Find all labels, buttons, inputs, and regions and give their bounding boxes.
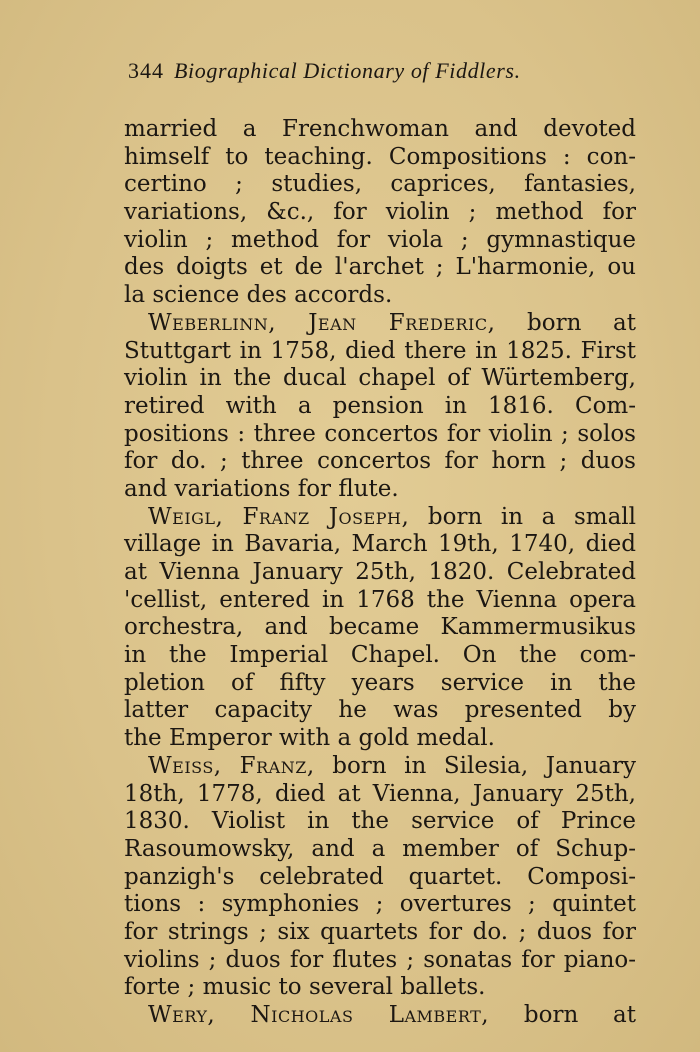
line-text: certino ; studies, caprices, fantasies, — [124, 171, 636, 198]
text-line — [124, 282, 636, 310]
text-line — [124, 227, 636, 255]
entry-headword: Weigl, Franz Joseph, — [148, 503, 410, 530]
line-text: 18th, 1778, died at Vienna, January 25th, — [124, 780, 636, 807]
text-line — [124, 310, 636, 338]
line-text: the Emperor with a gold medal. — [124, 725, 495, 752]
text-line — [124, 559, 636, 587]
line-text: at Vienna January 25th, 1820. Celebrated — [124, 559, 636, 585]
text-line — [124, 338, 636, 366]
line-text: violin ; method for viola ; gymnastique — [124, 226, 636, 253]
text-line — [124, 725, 636, 753]
line-text: born at — [489, 1002, 636, 1028]
line-text: tions : symphonies ; overtures ; quintet — [124, 891, 636, 918]
text-line — [124, 365, 636, 393]
line-text: and variations for flute. — [124, 475, 399, 502]
line-text: forte ; music to several ballets. — [124, 974, 486, 1001]
entry-headword: Wery, Nicholas Lambert, — [148, 1002, 490, 1028]
line-text: pletion of fifty years service in the — [124, 669, 636, 696]
line-text: violins ; duos for flutes ; sonatas for piano- — [124, 946, 636, 973]
text-line — [124, 753, 636, 781]
text-line — [124, 614, 636, 642]
text-line — [124, 891, 636, 919]
text-line — [124, 836, 636, 864]
body-text — [124, 116, 636, 1030]
text-line — [124, 587, 636, 615]
line-text: for strings ; six quartets for do. ; duos for — [124, 918, 636, 945]
text-line — [124, 504, 636, 532]
text-line — [124, 670, 636, 698]
line-text: himself to teaching. Compositions : con- — [124, 143, 636, 170]
text-line — [124, 864, 636, 892]
text-line — [124, 697, 636, 725]
text-line — [124, 116, 636, 144]
text-line — [124, 171, 636, 199]
line-text: latter capacity he was presented by — [124, 697, 636, 724]
line-text: born at — [495, 309, 636, 336]
page-number: 344 — [128, 58, 164, 83]
line-text: des doigts et de l'archet ; L'harmonie, ou — [124, 254, 636, 281]
text-line — [124, 808, 636, 836]
text-line — [124, 919, 636, 947]
running-title: Biographical Dictionary of Fiddlers. — [174, 58, 521, 83]
text-line — [124, 476, 636, 504]
entry-headword: Weberlinn, Jean Frederic, — [148, 309, 496, 336]
line-text: Stuttgart in 1758, died there in 1825. First — [124, 337, 636, 364]
line-text: 'cellist, entered in 1768 the Vienna opera — [124, 586, 636, 613]
line-text: retired with a pension in 1816. Com- — [124, 392, 636, 419]
line-text: orchestra, and became Kammermusikus — [124, 614, 636, 641]
entry-headword: Weiss, Franz, — [148, 752, 315, 779]
text-line — [124, 974, 636, 1002]
text-line — [124, 947, 636, 975]
line-text: Rasoumowsky, and a member of Schup- — [124, 835, 636, 862]
text-line — [124, 199, 636, 227]
line-text: positions : three concertos for violin ; solos — [124, 420, 636, 447]
text-line — [124, 781, 636, 809]
text-line — [124, 1002, 636, 1030]
text-line — [124, 254, 636, 282]
line-text: in the Imperial Chapel. On the com- — [124, 642, 636, 669]
text-line — [124, 642, 636, 670]
line-text: violin in the ducal chapel of Würtemberg, — [124, 365, 636, 392]
line-text: la science des accords. — [124, 282, 393, 309]
text-line — [124, 531, 636, 559]
line-text: village in Bavaria, March 19th, 1740, died — [124, 531, 636, 558]
line-text: 1830. Violist in the service of Prince — [124, 808, 636, 835]
line-text: born in a small — [409, 503, 636, 530]
text-line — [124, 393, 636, 421]
line-text: for do. ; three concertos for horn ; duos — [124, 448, 636, 475]
running-header — [128, 58, 648, 92]
line-text: born in Silesia, January — [314, 752, 636, 779]
text-line — [124, 421, 636, 449]
line-text: variations, &c., for violin ; method for — [124, 199, 636, 226]
line-text: married a Frenchwoman and devoted — [124, 116, 636, 142]
text-line — [124, 448, 636, 476]
line-text: panzigh's celebrated quartet. Composi- — [124, 863, 636, 890]
text-line — [124, 144, 636, 172]
